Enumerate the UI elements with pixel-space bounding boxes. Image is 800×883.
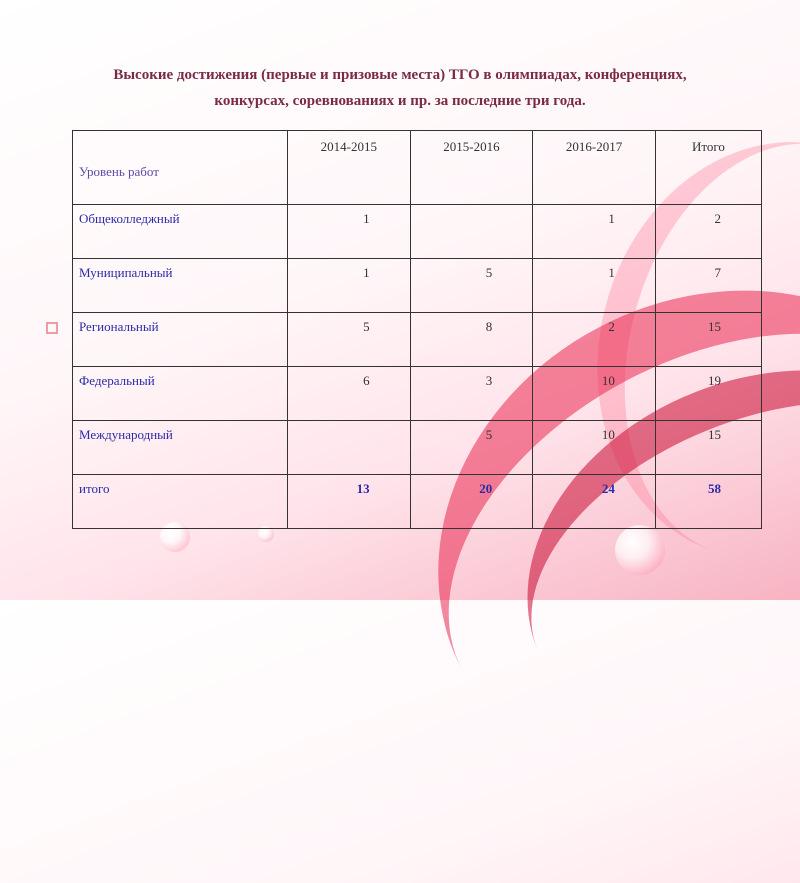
cell-2015-2016: 3 (410, 367, 533, 421)
table-row (73, 421, 762, 475)
row-level: Общеколледжный (73, 205, 288, 259)
cell-total: 7 (655, 259, 761, 313)
header-year-2016-2017: 2016-2017 (533, 131, 656, 205)
achievements-table (72, 130, 762, 529)
table-row (73, 205, 762, 259)
table-total-row (73, 475, 762, 529)
cell-2016-2017: 1 (533, 259, 656, 313)
cell-2014-2015 (288, 421, 411, 475)
slide-title-line-1: Высокие достижения (первые и призовые места) ТГО в олимпиадах, конференциях, (113, 67, 687, 83)
cell-total: 19 (655, 367, 761, 421)
header-year-2015-2016: 2015-2016 (410, 131, 533, 205)
table-header-row (73, 131, 762, 205)
decorative-bubble (615, 525, 665, 575)
slide-title (40, 62, 760, 114)
row-level: Международный (73, 421, 288, 475)
header-year-2014-2015: 2014-2015 (288, 131, 411, 205)
slide-title-line-2: конкурсах, соревнованиях и пр. за последние три года. (214, 93, 586, 109)
table-row (73, 259, 762, 313)
row-level: Муниципальный (73, 259, 288, 313)
header-total: Итого (655, 131, 761, 205)
table-row (73, 367, 762, 421)
cell-2015-2016: 5 (410, 421, 533, 475)
cell-2015-2016: 5 (410, 259, 533, 313)
cell-2014-2015: 5 (288, 313, 411, 367)
row-level: Региональный (73, 313, 288, 367)
cell-2016-2017: 1 (533, 205, 656, 259)
cell-2014-2015: 1 (288, 205, 411, 259)
cell-total: 15 (655, 313, 761, 367)
cell-2016-2017: 2 (533, 313, 656, 367)
decorative-ring (46, 322, 58, 334)
row-level: итого (73, 475, 288, 529)
cell-2015-2016: 8 (410, 313, 533, 367)
cell-2015-2016: 20 (410, 475, 533, 529)
cell-total: 2 (655, 205, 761, 259)
cell-2015-2016 (410, 205, 533, 259)
cell-total: 58 (655, 475, 761, 529)
cell-2016-2017: 24 (533, 475, 656, 529)
cell-2014-2015: 6 (288, 367, 411, 421)
cell-total: 15 (655, 421, 761, 475)
cell-2016-2017: 10 (533, 367, 656, 421)
row-level: Федеральный (73, 367, 288, 421)
cell-2014-2015: 13 (288, 475, 411, 529)
header-level: Уровень работ (73, 131, 288, 205)
cell-2016-2017: 10 (533, 421, 656, 475)
cell-2014-2015: 1 (288, 259, 411, 313)
table-row (73, 313, 762, 367)
